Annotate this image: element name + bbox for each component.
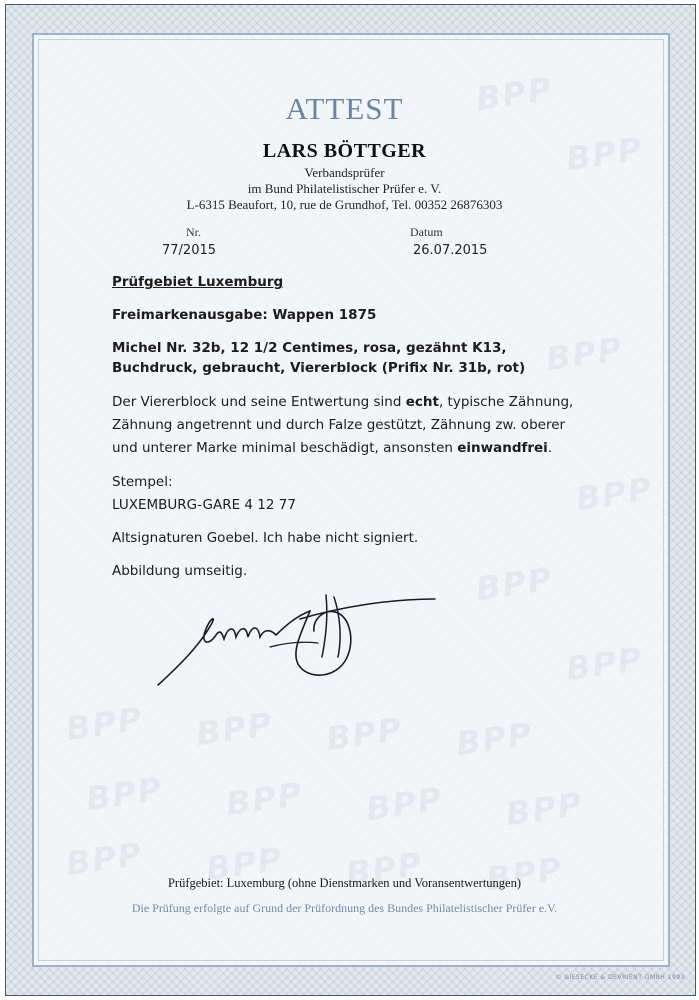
stamp-description-line-2: Buchdruck, gebraucht, Viererblock (Prifix Nr. 31b, rot)	[112, 360, 526, 376]
issue-title: Freimarkenausgabe: Wappen 1875	[112, 307, 377, 323]
date-label: Datum	[410, 225, 443, 239]
bpp-watermark: BPP	[363, 779, 446, 829]
bpp-watermark: BPP	[543, 329, 626, 379]
bpp-watermark: BPP	[563, 129, 646, 179]
assessment-text: Der Viererblock und seine Entwertung sind	[112, 394, 406, 410]
examination-scope: Prüfgebiet: Luxemburg (ohne Dienstmarken und Voransentwertungen)	[167, 876, 522, 890]
assessment-text: und unterer Marke minimal beschädigt, ansonsten	[112, 440, 458, 456]
bpp-watermark: BPP	[203, 839, 286, 889]
assessment-text: .	[547, 440, 553, 456]
bpp-watermark: BPP	[323, 709, 406, 759]
association-line: im Bund Philatelistischer Prüfer e. V.	[247, 181, 442, 196]
bpp-watermark: BPP	[193, 704, 276, 754]
examination-basis: Die Prüfung erfolgte auf Grund der Prüfordnung des Bundes Philatelistischer Prüfer e.V.	[131, 901, 558, 915]
examiner-address: L-6315 Beaufort, 10, rue de Grundhof, Tel. 00352 26876303	[186, 197, 503, 212]
printer-imprint: © GIESECKE & DEVRIENT GMBH 1993	[555, 974, 685, 981]
examiner-name: LARS BÖTTGER	[262, 140, 427, 162]
bpp-watermark: BPP	[453, 714, 536, 764]
bpp-watermark: BPP	[63, 699, 146, 749]
assessment-text: , typische Zähnung,	[438, 394, 574, 410]
postmark-label: Stempel:	[112, 474, 173, 490]
assessment-line-2: Zähnung angetrennt und durch Falze gestützt, Zähnung zw. oberer	[112, 417, 566, 433]
examiner-signature	[150, 585, 450, 700]
examination-area: Prüfgebiet Luxemburg	[112, 274, 284, 290]
certificate-number-label: Nr.	[186, 225, 201, 239]
genuine-verdict: echt	[405, 394, 439, 410]
bpp-watermark: BPP	[223, 774, 306, 824]
assessment-line-1	[112, 394, 573, 410]
postmark-value: LUXEMBURG-GARE 4 12 77	[112, 497, 296, 513]
bpp-watermark: BPP	[473, 559, 556, 609]
bpp-watermark: BPP	[483, 849, 566, 899]
bpp-watermark: BPP	[343, 844, 426, 894]
bpp-watermark: BPP	[503, 784, 586, 834]
bpp-watermark: BPP	[563, 639, 646, 689]
examiner-role: Verbandsprüfer	[304, 165, 385, 180]
bpp-watermark: BPP	[83, 769, 166, 819]
illustration-note: Abbildung umseitig.	[112, 563, 248, 579]
signatures-note: Altsignaturen Goebel. Ich habe nicht signiert.	[112, 530, 419, 546]
bpp-watermark: BPP	[473, 69, 556, 119]
condition-verdict: einwandfrei	[457, 440, 548, 456]
certificate-number: 77/2015	[162, 243, 217, 258]
attest-title: ATTEST	[285, 91, 404, 126]
bpp-watermark: BPP	[573, 469, 656, 519]
assessment-line-3	[112, 440, 552, 456]
stamp-description-line-1: Michel Nr. 32b, 12 1/2 Centimes, rosa, gezähnt K13,	[112, 340, 507, 356]
certificate-date: 26.07.2015	[413, 243, 488, 258]
bpp-watermark: BPP	[63, 834, 146, 884]
